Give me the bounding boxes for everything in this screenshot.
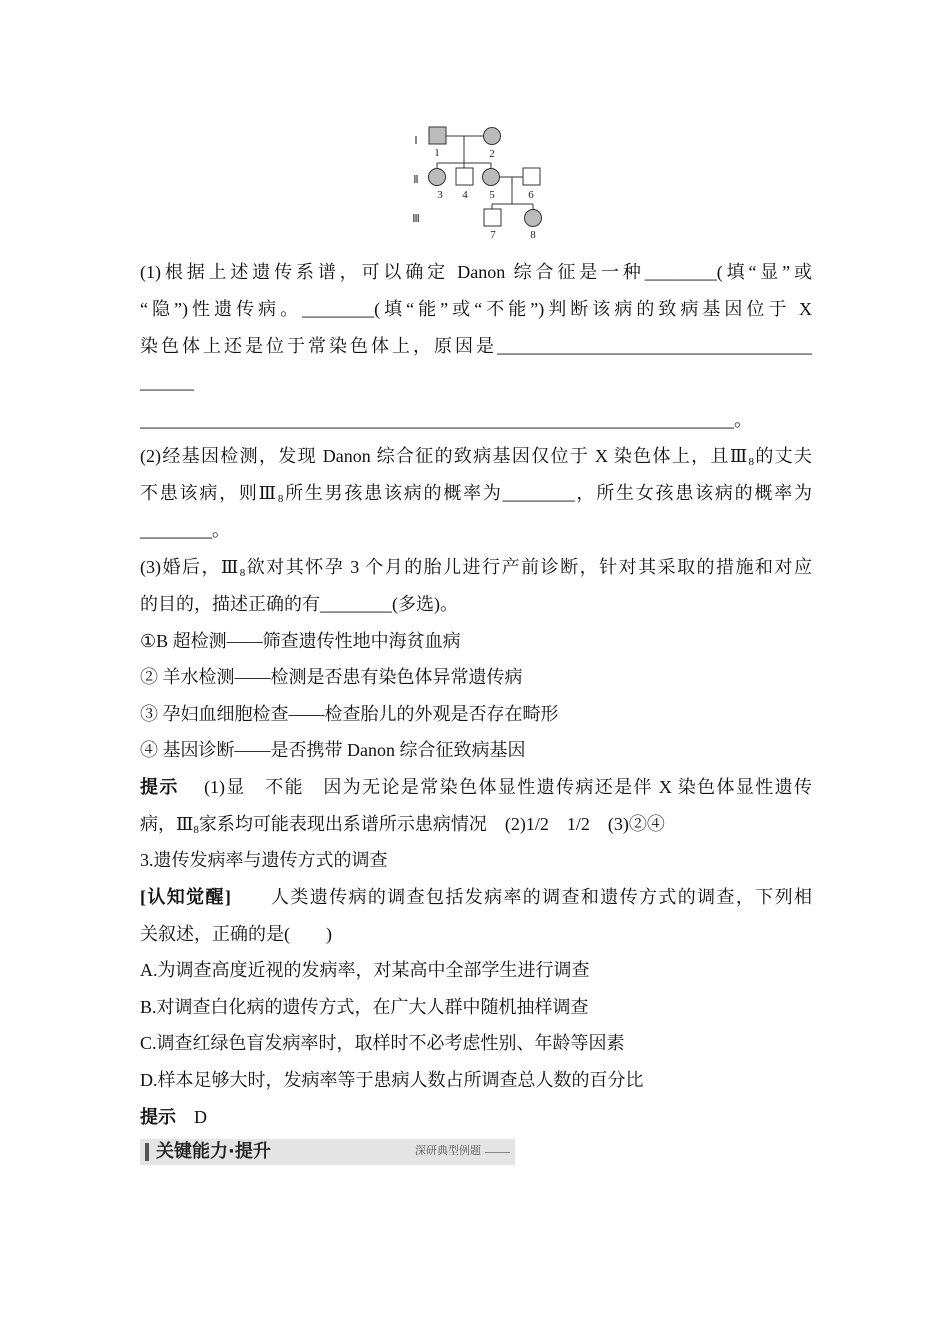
- q2-line-1: (2)经基因检测，发现 Danon 综合征的致病基因仅位于 X 染色体上，且$Ⅲ_8$的丈夫: [140, 446, 812, 468]
- individual-1-affected-male: [429, 127, 446, 144]
- section3-option-d: D.样本足够大时，发病率等于患病人数占所调查总人数的百分比: [140, 1070, 644, 1090]
- banner-rule: [485, 1152, 510, 1153]
- individual-3-affected-female: [429, 169, 446, 186]
- individual-2-affected-female: [484, 128, 501, 145]
- q1-line-5: __________________________________________________________________。: [140, 410, 752, 430]
- q3-line-2: 的目的，描述正确的有________(多选)。: [140, 594, 458, 614]
- q1-line-3: 染色体上还是位于常染色体上，原因是___________________________________: [140, 336, 812, 356]
- gen-label-2: Ⅱ: [413, 174, 419, 186]
- individual-8-affected-female: [525, 210, 542, 227]
- section3-stem-line-1: [认知觉醒] 人类遗传病的调查包括发病率的调查和遗传方式的调查，下列相: [140, 887, 813, 907]
- hint2-answer: D: [194, 1107, 207, 1127]
- banner-title: 关键能力·提升: [156, 1141, 271, 1162]
- banner-subtitle: 深研典型例题: [415, 1144, 481, 1157]
- hint1-line-2: 病，$Ⅲ_8$家系均可能表现出系谱所示患病情况 (2)1/2 1/2 (3)②④: [140, 814, 665, 836]
- section-banner: [140, 1139, 515, 1165]
- hint1-label: 提示: [140, 777, 179, 797]
- hint2-label: 提示: [140, 1107, 176, 1127]
- individual-6-normal-male: [523, 168, 540, 185]
- section3-option-b: B.对调查白化病的遗传方式，在广大人群中随机抽样调查: [140, 997, 589, 1017]
- q3-option-4: ④ 基因诊断——是否携带 Danon 综合征致病基因: [140, 740, 526, 760]
- q3-option-3: ③ 孕妇血细胞检查——检查胎儿的外观是否存在畸形: [140, 704, 559, 724]
- section3-option-a: A.为调查高度近视的发病率，对某高中全部学生进行调查: [140, 960, 590, 980]
- q1-line-2: “隐”)性遗传病。________(填“能”或“不能”)判断该病的致病基因位于 X: [140, 299, 812, 319]
- id-5: 5: [489, 189, 495, 201]
- q1-line-1: (1)根据上述遗传系谱，可以确定 Danon 综合征是一种________(填“显”或: [140, 262, 812, 282]
- banner-bar: [145, 1143, 149, 1161]
- id-2: 2: [489, 148, 495, 160]
- id-1: 1: [434, 147, 440, 159]
- q3-option-2: ② 羊水检测——检测是否患有染色体异常遗传病: [140, 667, 523, 687]
- section3-stem-line-2: 关叙述，正确的是( ): [140, 924, 332, 944]
- q2-line-2: 不患该病，则$Ⅲ_8$所生男孩患该病的概率为________，所生女孩患该病的概率为: [140, 483, 812, 505]
- hint2-line: [140, 1105, 812, 1129]
- gen-label-1: Ⅰ: [414, 135, 418, 147]
- id-7: 7: [490, 229, 496, 241]
- section3-tag: [认知觉醒]: [140, 887, 231, 907]
- hint1-line-1: 提示 (1)显 不能 因为无论是常染色体显性遗传病还是伴 X 染色体显性遗传: [140, 777, 813, 797]
- q3-option-1: ①B 超检测——筛查遗传性地中海贫血病: [140, 631, 461, 651]
- section3-title: 3.遗传发病率与遗传方式的调查: [140, 850, 388, 870]
- id-3: 3: [437, 189, 443, 201]
- gen-label-3: Ⅲ: [412, 213, 420, 225]
- individual-5-affected-female: [483, 169, 500, 186]
- id-6: 6: [528, 189, 534, 201]
- q3-line-1: (3)婚后，$Ⅲ_8$欲对其怀孕 3 个月的胎儿进行产前诊断，针对其采取的措施和对应: [140, 557, 812, 579]
- id-4: 4: [462, 189, 468, 201]
- q2-line-3: ________。: [140, 520, 230, 540]
- q1-line-4: ______: [140, 372, 194, 392]
- id-8: 8: [530, 229, 536, 241]
- individual-7-normal-male: [484, 209, 501, 226]
- pedigree-chart: [405, 118, 555, 244]
- individual-4-normal-male: [456, 168, 473, 185]
- section3-option-c: C.调查红绿色盲发病率时，取样时不必考虑性别、年龄等因素: [140, 1033, 625, 1053]
